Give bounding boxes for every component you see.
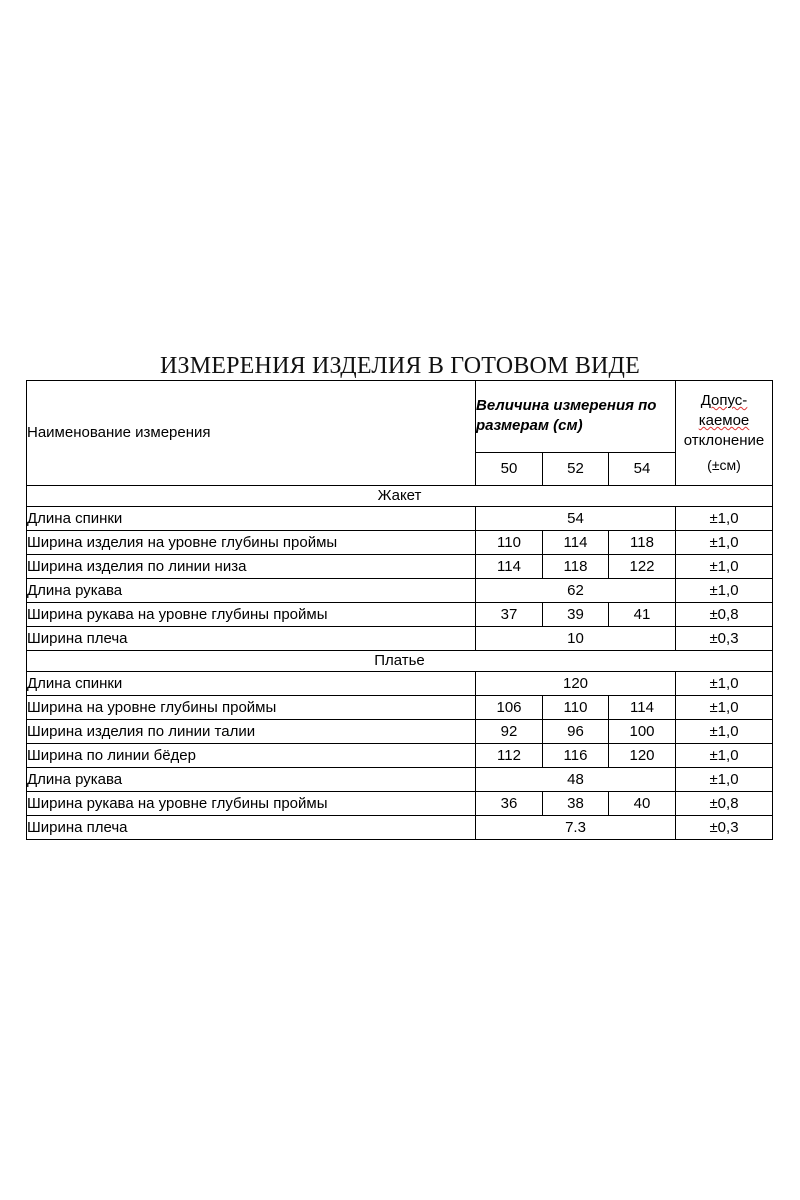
tolerance-value: ±1,0 bbox=[676, 507, 773, 531]
measurement-name: Ширина на уровне глубины проймы bbox=[27, 696, 476, 720]
tolerance-value: ±1,0 bbox=[676, 720, 773, 744]
tolerance-value: ±0,8 bbox=[676, 792, 773, 816]
table-row bbox=[27, 792, 773, 816]
measurement-name: Ширина рукава на уровне глубины проймы bbox=[27, 792, 476, 816]
tolerance-value: ±1,0 bbox=[676, 768, 773, 792]
measurement-value-size-52: 110 bbox=[543, 696, 609, 720]
table-row bbox=[27, 579, 773, 603]
table-row bbox=[27, 627, 773, 651]
measurement-value-size-54: 120 bbox=[609, 744, 676, 768]
measurement-name: Ширина изделия на уровне глубины проймы bbox=[27, 531, 476, 555]
measurement-value-size-54: 114 bbox=[609, 696, 676, 720]
measurement-value-all-sizes: 120 bbox=[476, 672, 676, 696]
tolerance-line-4: (±см) bbox=[707, 457, 741, 473]
measurement-name: Ширина изделия по линии низа bbox=[27, 555, 476, 579]
header-name-cell: Наименование измерения bbox=[27, 381, 476, 486]
measurements-table bbox=[26, 380, 773, 840]
table-row bbox=[27, 744, 773, 768]
header-group-cell: Величина измерения по размерам (см) bbox=[476, 381, 676, 453]
tolerance-line-2: каемое bbox=[698, 412, 750, 429]
tolerance-value: ±1,0 bbox=[676, 672, 773, 696]
measurement-name: Длина рукава bbox=[27, 768, 476, 792]
table-row bbox=[27, 672, 773, 696]
size-header-52: 52 bbox=[543, 452, 609, 485]
measurement-value-size-52: 116 bbox=[543, 744, 609, 768]
measurement-value-size-50: 106 bbox=[476, 696, 543, 720]
tolerance-value: ±0,3 bbox=[676, 627, 773, 651]
tolerance-value: ±1,0 bbox=[676, 555, 773, 579]
measurement-value-all-sizes: 7.3 bbox=[476, 816, 676, 840]
table-row bbox=[27, 768, 773, 792]
page-title: ИЗМЕРЕНИЯ ИЗДЕЛИЯ В ГОТОВОМ ВИДЕ bbox=[159, 353, 640, 379]
measurement-name: Ширина изделия по линии талии bbox=[27, 720, 476, 744]
section-title: Платье bbox=[27, 651, 773, 672]
section-header-row bbox=[27, 486, 773, 507]
measurement-value-size-54: 122 bbox=[609, 555, 676, 579]
measurement-name: Длина рукава bbox=[27, 579, 476, 603]
measurement-name: Длина спинки bbox=[27, 672, 476, 696]
table-row bbox=[27, 720, 773, 744]
measurement-value-size-54: 41 bbox=[609, 603, 676, 627]
table-row bbox=[27, 816, 773, 840]
measurement-name: Ширина плеча bbox=[27, 816, 476, 840]
section-header-row bbox=[27, 651, 773, 672]
measurement-value-size-54: 40 bbox=[609, 792, 676, 816]
measurement-value-size-50: 36 bbox=[476, 792, 543, 816]
measurement-value-size-54: 118 bbox=[609, 531, 676, 555]
measurement-value-size-50: 92 bbox=[476, 720, 543, 744]
measurement-value-size-52: 38 bbox=[543, 792, 609, 816]
measurement-value-all-sizes: 48 bbox=[476, 768, 676, 792]
table-row bbox=[27, 696, 773, 720]
header-row-top bbox=[27, 381, 773, 453]
measurement-value-size-54: 100 bbox=[609, 720, 676, 744]
measurement-value-size-50: 112 bbox=[476, 744, 543, 768]
measurement-value-size-52: 96 bbox=[543, 720, 609, 744]
measurement-name: Ширина плеча bbox=[27, 627, 476, 651]
table-row bbox=[27, 603, 773, 627]
measurement-value-size-52: 114 bbox=[543, 531, 609, 555]
measurement-value-size-50: 110 bbox=[476, 531, 543, 555]
table-row bbox=[27, 507, 773, 531]
measurement-name: Ширина рукава на уровне глубины проймы bbox=[27, 603, 476, 627]
measurement-name: Длина спинки bbox=[27, 507, 476, 531]
table-row bbox=[27, 531, 773, 555]
tolerance-value: ±1,0 bbox=[676, 531, 773, 555]
measurement-name: Ширина по линии бёдер bbox=[27, 744, 476, 768]
size-header-50: 50 bbox=[476, 452, 543, 485]
measurement-value-size-52: 39 bbox=[543, 603, 609, 627]
tolerance-line-1: Допус- bbox=[700, 392, 748, 409]
measurement-value-all-sizes: 62 bbox=[476, 579, 676, 603]
measurement-value-size-50: 114 bbox=[476, 555, 543, 579]
tolerance-value: ±0,3 bbox=[676, 816, 773, 840]
measurement-value-all-sizes: 10 bbox=[476, 627, 676, 651]
tolerance-value: ±1,0 bbox=[676, 744, 773, 768]
measurement-value-all-sizes: 54 bbox=[476, 507, 676, 531]
measurement-value-size-50: 37 bbox=[476, 603, 543, 627]
size-header-54: 54 bbox=[609, 452, 676, 485]
tolerance-value: ±1,0 bbox=[676, 579, 773, 603]
section-title: Жакет bbox=[27, 486, 773, 507]
tolerance-value: ±0,8 bbox=[676, 603, 773, 627]
measurement-value-size-52: 118 bbox=[543, 555, 609, 579]
tolerance-value: ±1,0 bbox=[676, 696, 773, 720]
header-tolerance-cell bbox=[676, 381, 773, 486]
table-row bbox=[27, 555, 773, 579]
tolerance-line-3: отклонение bbox=[683, 432, 765, 449]
